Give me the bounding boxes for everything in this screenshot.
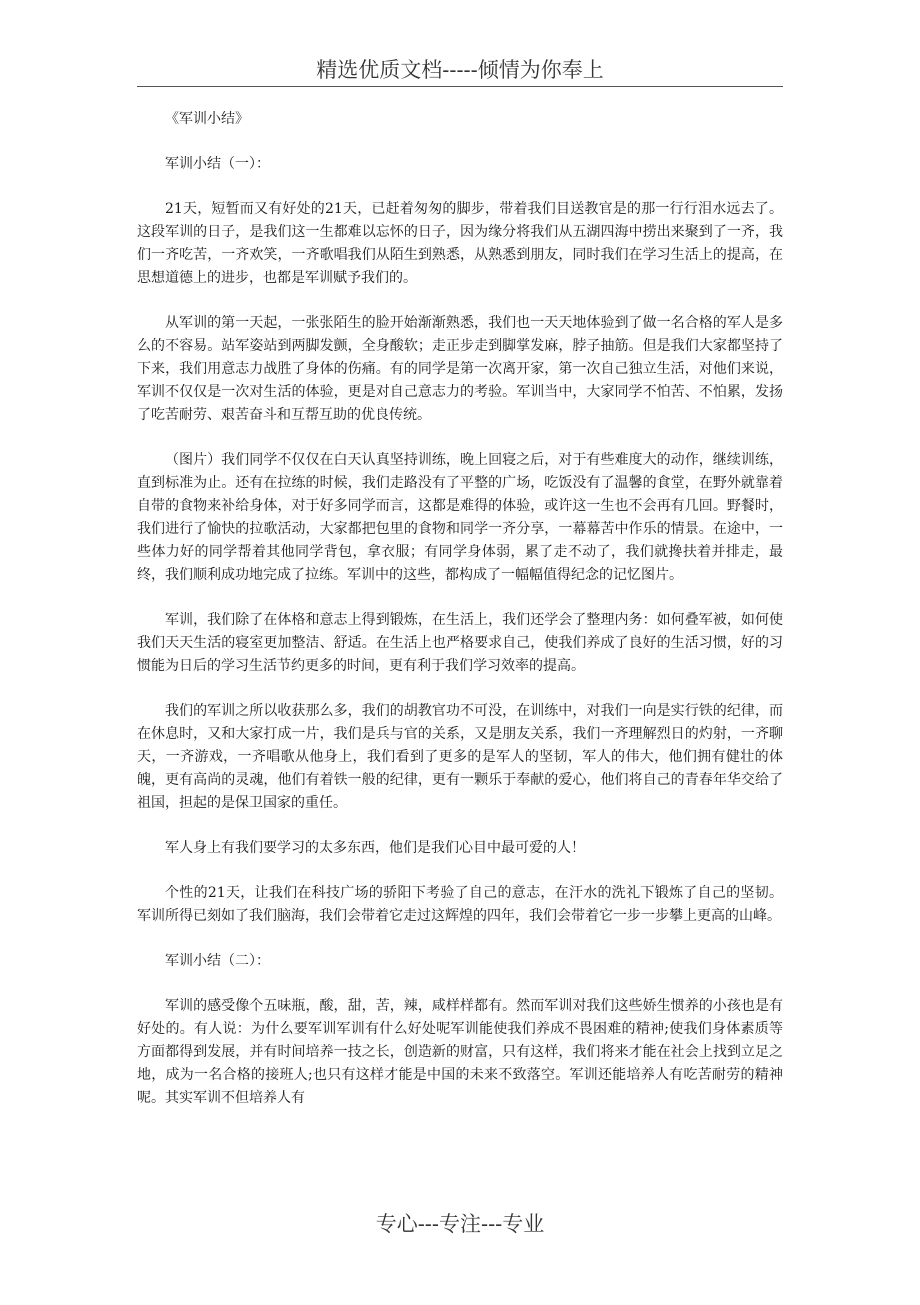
page-header: 精选优质文档-----倾情为你奉上	[316, 58, 604, 82]
document-body	[137, 108, 783, 1132]
section-2-paragraph-1: 军训的感受像个五味瓶，酸，甜，苦，辣，咸样样都有。然而军训对我们这些娇生惯养的小孩也是有好处的。有人说：为什么要军训军训有什么好处呢军训能使我们养成不畏困难的精神;使我们身体素质等方面都得到发展，并有时间培养一技之长，创造新的财富，只有这样，我们将来才能在社会上找到立足之地，成为一名合格的接班人;也只有这样才能是中国的未来不致落空。军训还能培养人有吃苦耐劳的精神呢。其实军训不但培养人有	[137, 998, 783, 1106]
section-1-paragraph-7: 个性的21天，让我们在科技广场的骄阳下考验了自己的意志，在汗水的洗礼下锻炼了自己的坚韧。军训所得已刻如了我们脑海，我们会带着它走过这辉煌的四年，我们会带着它一步一步攀上更高的山峰。	[137, 885, 783, 924]
section-1-paragraph-5: 我们的军训之所以收获那么多，我们的胡教官功不可没，在训练中，对我们一向是实行铁的纪律，而在休息时，又和大家打成一片，我们是兵与官的关系，又是朋友关系，我们一齐理解烈日的灼射，一齐聊天，一齐游戏，一齐唱歌从他身上，我们看到了更多的是军人的坚韧，军人的伟大，他们拥有健壮的体魄，更有高尚的灵魂，他们有着铁一般的纪律，更有一颗乐于奉献的爱心，他们将自己的青春年华交给了祖国，担起的是保卫国家的重任。	[137, 703, 783, 811]
document-title: 《军训小结》	[165, 111, 249, 127]
section-1-paragraph-6: 军人身上有我们要学习的太多东西，他们是我们心目中最可爱的人！	[165, 840, 585, 856]
page-footer: 专心---专注---专业	[375, 1212, 545, 1236]
section-1-paragraph-1: 21天，短暂而又有好处的21天，已赶着匆匆的脚步，带着我们目送教官是的那一行行泪水远去了。这段军训的日子，是我们这一生都难以忘怀的日子，因为缘分将我们从五湖四海中捞出来聚到了一齐，我们一齐吃苦，一齐欢笑，一齐歌唱我们从陌生到熟悉，从熟悉到朋友，同时我们在学习生活上的提高，在思想道德上的进步，也都是军训赋予我们的。	[137, 201, 783, 286]
section-1-paragraph-2: 从军训的第一天起，一张张陌生的脸开始渐渐熟悉，我们也一天天地体验到了做一名合格的军人是多么的不容易。站军姿站到两脚发颤，全身酸软；走正步走到脚掌发麻，脖子抽筋。但是我们大家都坚持了下来，我们用意志力战胜了身体的伤痛。有的同学是第一次离开家，第一次自己独立生活，对他们来说，军训不仅仅是一次对生活的体验，更是对自己意志力的考验。军训当中，大家同学不怕苦、不怕累，发扬了吃苦耐劳、艰苦奋斗和互帮互助的优良传统。	[137, 315, 783, 423]
header-divider	[137, 86, 783, 87]
section-1-paragraph-3: （图片）我们同学不仅仅在白天认真坚持训练，晚上回寝之后，对于有些难度大的动作，继续训练，直到标准为止。还有在拉练的时候，我们走路没有了平整的广场，吃饭没有了温馨的食堂，在野外就靠着自带的食物来补给身体，对于好多同学而言，这都是难得的体验，或许这一生也不会再有几回。野餐时，我们进行了愉快的拉歌活动，大家都把包里的食物和同学一齐分享，一幕幕苦中作乐的情景。在途中，一些体力好的同学帮着其他同学背包，拿衣服；有同学身体弱，累了走不动了，我们就搀扶着并排走，最终，我们顺利成功地完成了拉练。军训中的这些，都构成了一幅幅值得纪念的记忆图片。	[137, 452, 783, 583]
section-1-title: 军训小结（一）：	[165, 156, 270, 172]
section-1-paragraph-4: 军训，我们除了在体格和意志上得到锻炼，在生活上，我们还学会了整理内务：如何叠军被，如何使我们天天生活的寝室更加整洁、舒适。在生活上也严格要求自己，使我们养成了良好的生活习惯，好的习惯能为日后的学习生活节约更多的时间，更有利于我们学习效率的提高。	[137, 612, 783, 674]
section-2-title: 军训小结（二）：	[165, 953, 270, 969]
